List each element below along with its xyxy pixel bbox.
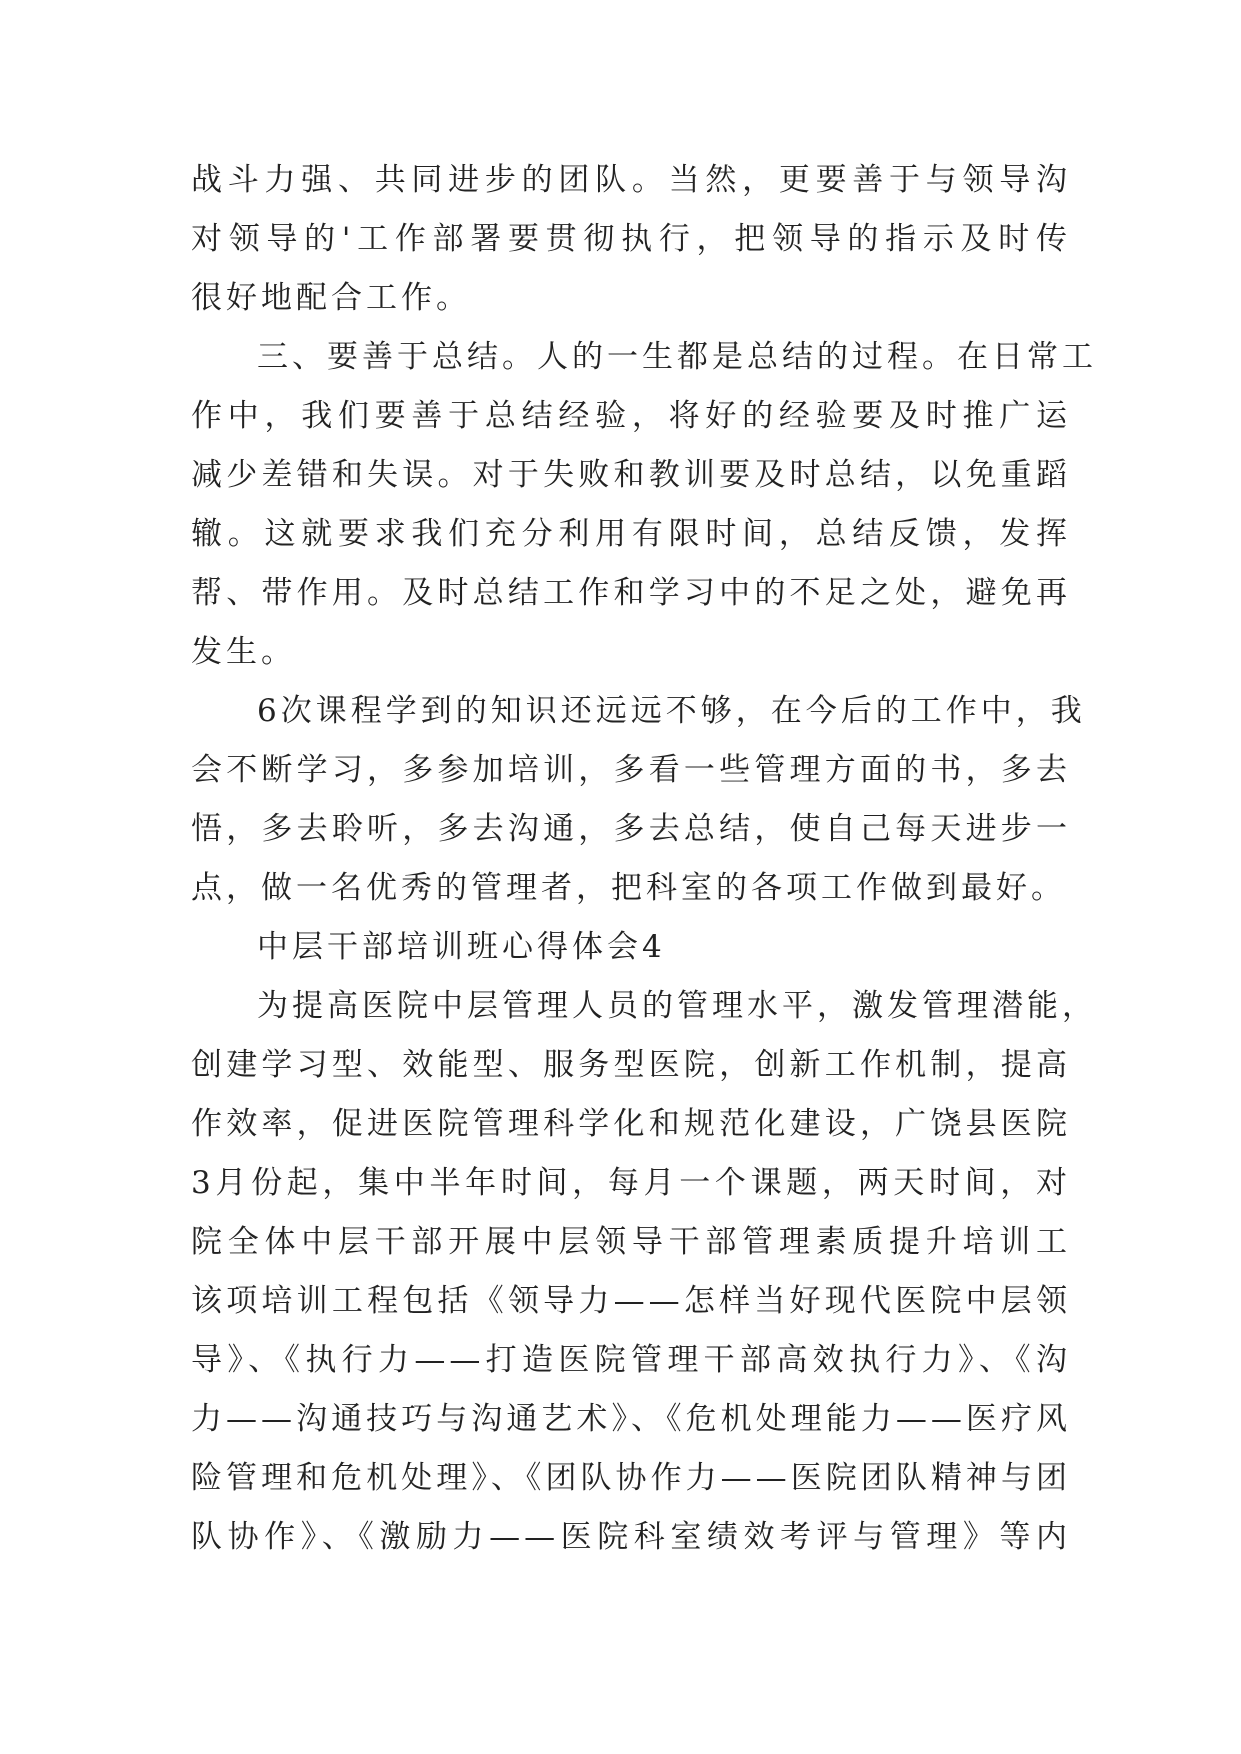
paragraph-line: 作中，我们要善于总结经验，将好的经验要及时推广运 (191, 398, 1071, 434)
paragraph-line: 三、要善于总结。人的一生都是总结的过程。在日常工 (257, 339, 1097, 375)
section-title: 中层干部培训班心得体会4 (257, 929, 666, 965)
paragraph-line: 减少差错和失误。对于失败和教训要及时总结，以免重蹈 (191, 457, 1071, 493)
paragraph-line: 险管理和危机处理》、《团队协作力——医院团队精神与团 (191, 1460, 1071, 1496)
paragraph-line: 院全体中层干部开展中层领导干部管理素质提升培训工 (191, 1224, 1071, 1260)
document-body (191, 151, 1097, 1567)
paragraph-line: 帮、带作用。及时总结工作和学习中的不足之处，避免再 (191, 575, 1071, 611)
paragraph-line: 为提高医院中层管理人员的管理水平，激发管理潜能， (257, 988, 1097, 1024)
paragraph-line: 该项培训工程包括《领导力——怎样当好现代医院中层领 (191, 1283, 1071, 1319)
paragraph-line: 3月份起，集中半年时间，每月一个课题，两天时间，对 (191, 1165, 1071, 1201)
paragraph-line: 作效率，促进医院管理科学化和规范化建设，广饶县医院 (191, 1106, 1071, 1142)
paragraph-line: 很好地配合工作。 (191, 280, 471, 316)
paragraph-line: 导》、《执行力——打造医院管理干部高效执行力》、《沟 (191, 1342, 1071, 1378)
paragraph-line: 队协作》、《激励力——医院科室绩效考评与管理》等内 (191, 1519, 1071, 1555)
paragraph-line: 力——沟通技巧与沟通艺术》、《危机处理能力——医疗风 (191, 1401, 1071, 1437)
paragraph-line: 辙。这就要求我们充分利用有限时间，总结反馈，发挥 (191, 516, 1071, 552)
paragraph-line: 6次课程学到的知识还远远不够，在今后的工作中，我 (257, 693, 1086, 729)
paragraph-line: 对领导的'工作部署要贯彻执行，把领导的指示及时传 (191, 221, 1071, 257)
section-heading (191, 918, 1071, 977)
paragraph-team-communication (191, 151, 1071, 328)
paragraph-summary (191, 328, 1097, 682)
paragraph-line: 创建学习型、效能型、服务型医院，创新工作机制，提高 (191, 1047, 1071, 1083)
paragraph-line: 战斗力强、共同进步的团队。当然，更要善于与领导沟 (191, 162, 1071, 198)
paragraph-line: 点，做一名优秀的管理者，把科室的各项工作做到最好。 (191, 870, 1066, 906)
paragraph-future-learning (191, 682, 1086, 918)
paragraph-line: 会不断学习，多参加培训，多看一些管理方面的书，多去 (191, 752, 1071, 788)
paragraph-line: 悟，多去聆听，多去沟通，多去总结，使自己每天进步一 (191, 811, 1071, 847)
paragraph-training-program (191, 977, 1097, 1567)
paragraph-line: 发生。 (191, 634, 296, 670)
